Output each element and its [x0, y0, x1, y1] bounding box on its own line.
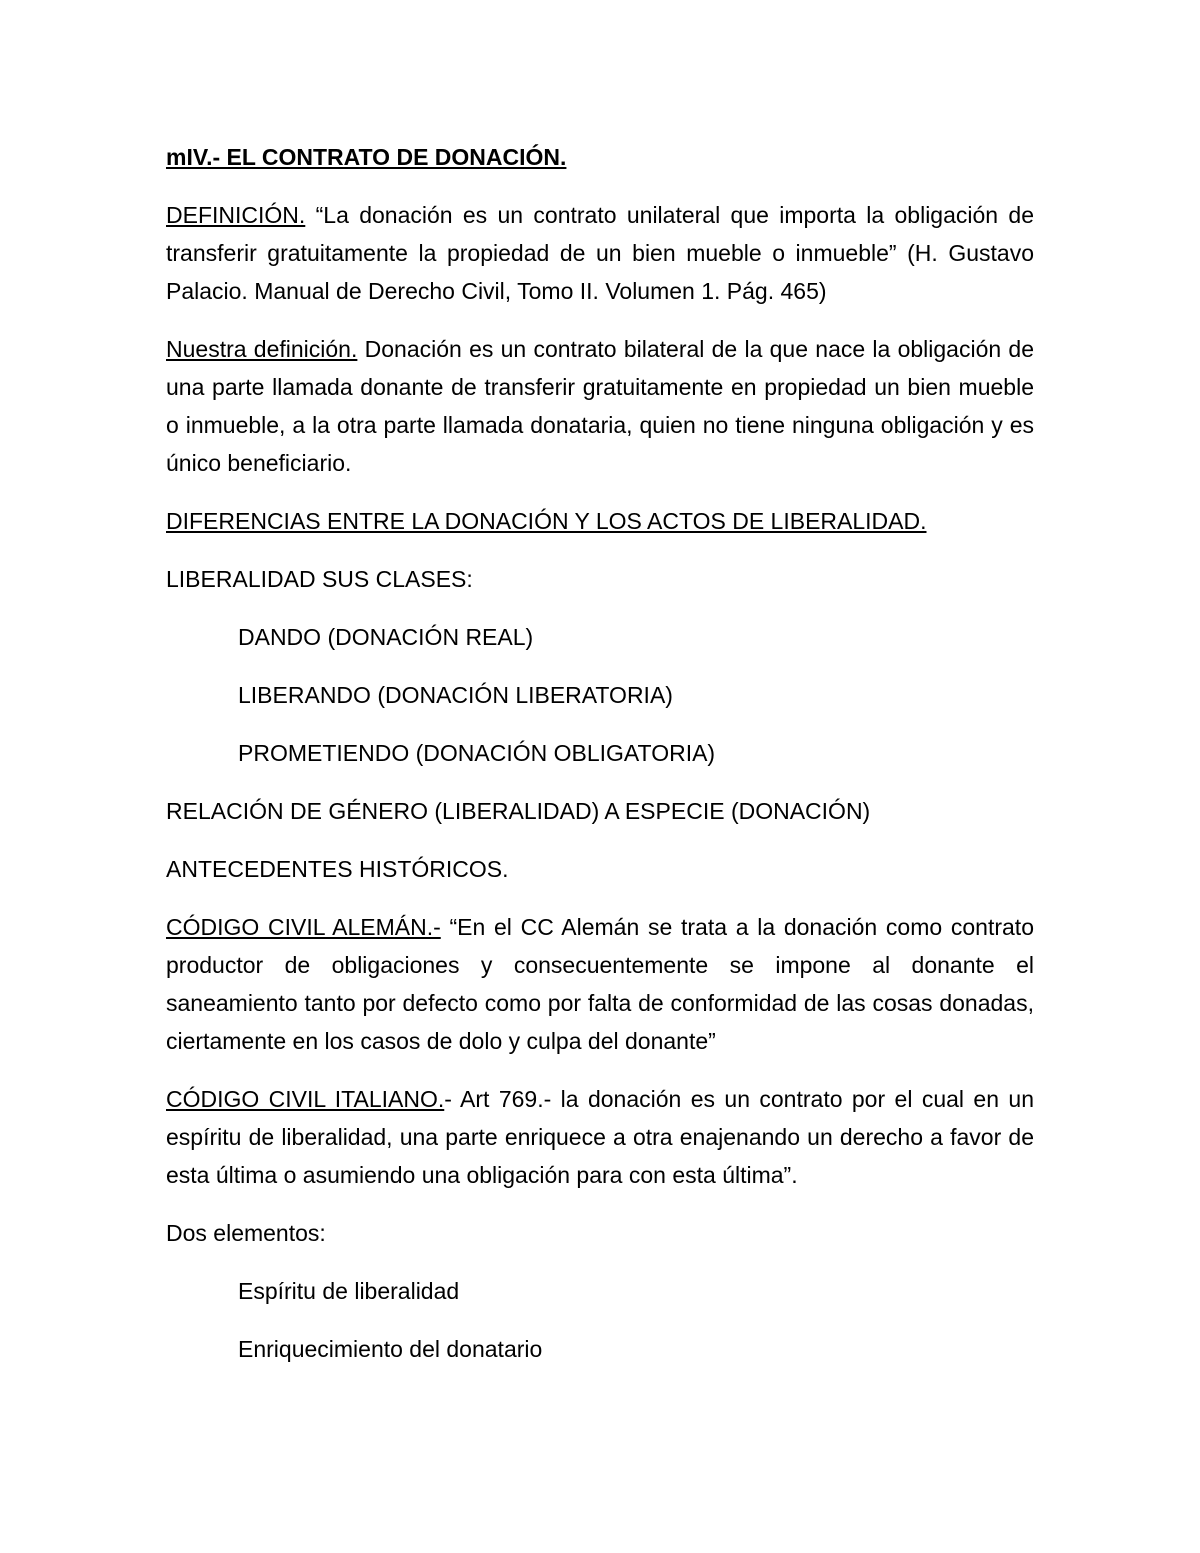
definition-text: “La donación es un contrato unilateral que importa la obligación de transferir gratuitamente la propiedad de un bien mueble o inmueble” (H. Gustavo Palacio. Manual de Derecho Civil, Tomo II. Volumen 1. Pág. 465) [166, 202, 1034, 304]
differences-heading [166, 502, 1034, 540]
liberality-class-item: LIBERANDO (DONACIÓN LIBERATORIA) [238, 682, 673, 708]
document-body [166, 138, 1034, 1388]
element-item: Espíritu de liberalidad [238, 1278, 460, 1304]
our-definition-text: Donación es un contrato bilateral de la que nace la obligación de una parte llamada donante de transferir gratuitamente en propiedad un bien mueble o inmueble, a la otra parte llamada donataria, quien no tiene ninguna obligación y es único beneficiario. [166, 336, 1034, 476]
italian-code-label: CÓDIGO CIVIL ITALIANO. [166, 1086, 445, 1112]
our-definition-label: Nuestra definición. [166, 336, 358, 362]
liberality-class-item: PROMETIENDO (DONACIÓN OBLIGATORIA) [238, 740, 716, 766]
german-code-text: “En el CC Alemán se trata a la donación como contrato productor de obligaciones y consecuentemente se impone al donante el saneamiento tanto por defecto como por falta de conformidad de las cosas donadas, ciertamente en los casos de dolo y culpa del donante” [166, 914, 1034, 1054]
definition-paragraph [166, 196, 1034, 310]
italian-code-text: - Art 769.- la donación es un contrato por el cual en un espíritu de liberalidad, una parte enriquece a otra enajenando un derecho a favor de esta última o asumiendo una obligación para con esta última”. [166, 1086, 1034, 1188]
title-text: mIV.- EL CONTRATO DE DONACIÓN. [166, 144, 567, 170]
german-code-paragraph [166, 908, 1034, 1060]
element-item: Enriquecimiento del donatario [238, 1336, 543, 1362]
differences-heading-text: DIFERENCIAS ENTRE LA DONACIÓN Y LOS ACTOS DE LIBERALIDAD. [166, 508, 927, 534]
elements-heading: Dos elementos: [166, 1220, 326, 1246]
german-code-label: CÓDIGO CIVIL ALEMÁN.- [166, 914, 441, 940]
history-heading: ANTECEDENTES HISTÓRICOS. [166, 856, 509, 882]
liberality-class-item: DANDO (DONACIÓN REAL) [238, 624, 534, 650]
liberality-classes-heading: LIBERALIDAD SUS CLASES: [166, 566, 473, 592]
definition-label: DEFINICIÓN. [166, 202, 306, 228]
our-definition-paragraph [166, 330, 1034, 482]
italian-code-paragraph [166, 1080, 1034, 1194]
relation-line: RELACIÓN DE GÉNERO (LIBERALIDAD) A ESPECIE (DONACIÓN) [166, 798, 871, 824]
document-title [166, 138, 1034, 176]
